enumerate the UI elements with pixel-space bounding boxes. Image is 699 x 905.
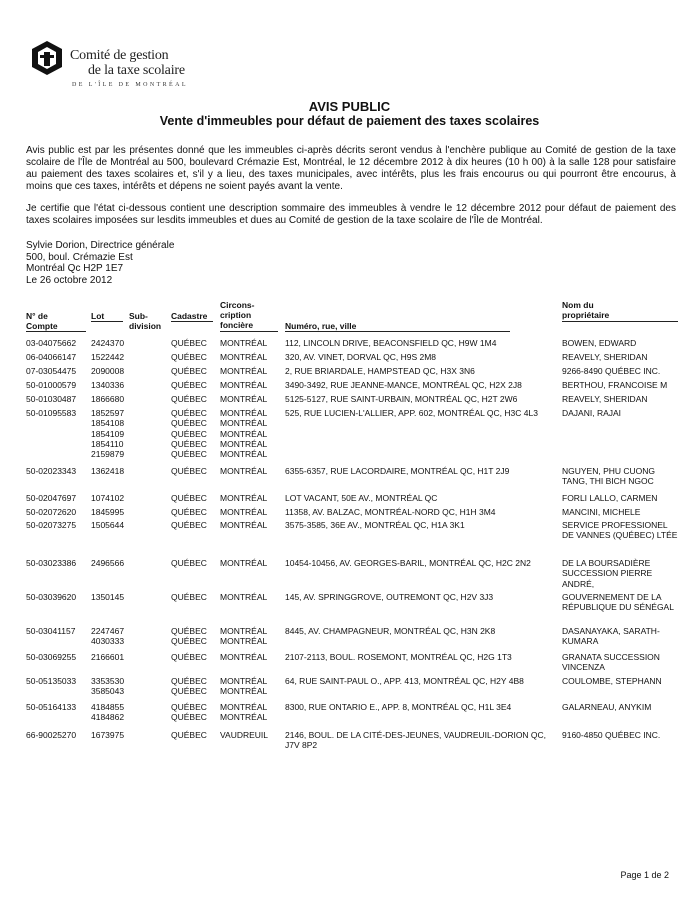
cadastre: QUÉBEC bbox=[171, 408, 207, 418]
header-cadastre: Cadastre bbox=[171, 311, 208, 321]
cadastre: QUÉBEC bbox=[171, 380, 207, 390]
account-number: 03-04075662 bbox=[26, 338, 77, 348]
account-number: 50-02072620 bbox=[26, 507, 77, 517]
lot-number: 1866680 bbox=[91, 394, 125, 404]
signatory-name: Sylvie Dorion, Directrice générale bbox=[26, 240, 175, 251]
lot-number: 1362418 bbox=[91, 466, 125, 476]
property-address: 145, AV. SPRINGGROVE, OUTREMONT QC, H2V 3J3 bbox=[285, 592, 494, 602]
lot-number: 2247467 bbox=[91, 626, 125, 636]
cadastre: QUÉBEC bbox=[171, 428, 207, 439]
org-name-line3: DE L'ÎLE DE MONTRÉAL bbox=[72, 82, 188, 88]
cadastre: QUÉBEC bbox=[171, 730, 207, 740]
lot-number: 1522442 bbox=[91, 352, 125, 362]
account-number: 50-03023386 bbox=[26, 558, 77, 568]
circonscription: MONTRÉAL bbox=[220, 466, 268, 476]
cadastre: QUÉBEC bbox=[171, 686, 207, 697]
account-number: 50-03039620 bbox=[26, 592, 77, 602]
header-subdivision: Sub- division bbox=[129, 311, 162, 331]
header-owner: Nom du propriétaire bbox=[562, 300, 610, 320]
cadastre: QUÉBEC bbox=[171, 702, 207, 712]
page-title: AVIS PUBLIC bbox=[308, 99, 391, 114]
owner-name: 9266-8490 QUÉBEC INC. bbox=[562, 366, 661, 376]
owner-name: DAJANI, RAJAI bbox=[562, 408, 622, 418]
circonscription: MONTRÉAL bbox=[220, 520, 268, 530]
account-number: 50-02047697 bbox=[26, 493, 77, 503]
owner-name: REAVELY, SHERIDAN bbox=[562, 352, 648, 362]
circonscription: MONTRÉAL bbox=[220, 380, 268, 390]
cadastre: QUÉBEC bbox=[171, 676, 207, 686]
lot-number: 3353530 bbox=[91, 676, 125, 686]
page-subtitle: Vente d'immeubles pour défaut de paiement des taxes scolaires bbox=[159, 114, 540, 128]
account-number: 50-05164133 bbox=[26, 702, 77, 712]
cadastre: QUÉBEC bbox=[171, 418, 207, 429]
circonscription: MONTRÉAL bbox=[220, 418, 268, 429]
lot-number: 2159879 bbox=[91, 449, 125, 460]
lot-number: 1074102 bbox=[91, 493, 125, 503]
owner-name: FORLI LALLO, CARMEN bbox=[562, 493, 658, 503]
property-address: 10454-10456, AV. GEORGES-BARIL, MONTRÉAL QC, H2C 2N2 bbox=[285, 558, 531, 568]
signatory-city: Montréal Qc H2P 1E7 bbox=[26, 263, 124, 274]
owner-name: GOUVERNEMENT DE LA RÉPUBLIQUE DU SÉNÉGAL bbox=[562, 592, 674, 613]
account-number: 07-03054475 bbox=[26, 366, 77, 376]
lot-number: 1673975 bbox=[91, 730, 125, 740]
property-address: 8300, RUE ONTARIO E., APP. 8, MONTRÉAL QC, H1L 3E4 bbox=[285, 702, 512, 712]
circonscription: MONTRÉAL bbox=[220, 394, 268, 404]
owner-name: REAVELY, SHERIDAN bbox=[562, 394, 648, 404]
circonscription: MONTRÉAL bbox=[220, 636, 268, 647]
signature-block bbox=[26, 240, 174, 286]
circonscription: MONTRÉAL bbox=[220, 438, 268, 449]
notice-date: Le 26 octobre 2012 bbox=[26, 274, 113, 286]
header-circonscription: Circons- cription foncière bbox=[220, 300, 255, 330]
header-lot: Lot bbox=[91, 311, 105, 321]
lot-number: 2090008 bbox=[91, 366, 125, 376]
owner-name: COULOMBE, STEPHANN bbox=[562, 676, 662, 686]
lot-number: 4184855 bbox=[91, 702, 125, 712]
property-address: 112, LINCOLN DRIVE, BEACONSFIELD QC, H9W 1M4 bbox=[285, 338, 497, 348]
lot-number: 1845995 bbox=[91, 507, 125, 517]
cadastre: QUÉBEC bbox=[171, 449, 207, 460]
lot-number: 1854109 bbox=[91, 428, 125, 439]
property-address: 2146, BOUL. DE LA CITÉ-DES-JEUNES, VAUDREUIL-DORION QC, J7V 8P2 bbox=[285, 730, 547, 751]
circonscription: MONTRÉAL bbox=[220, 449, 268, 460]
circonscription: MONTRÉAL bbox=[220, 686, 268, 697]
property-address: LOT VACANT, 50E AV., MONTRÉAL QC bbox=[285, 493, 438, 503]
circonscription: MONTRÉAL bbox=[220, 493, 268, 503]
cadastre: QUÉBEC bbox=[171, 338, 207, 348]
cadastre: QUÉBEC bbox=[171, 626, 207, 636]
cadastre: QUÉBEC bbox=[171, 438, 207, 449]
account-number: 50-05135033 bbox=[26, 676, 77, 686]
lot-number: 2424370 bbox=[91, 338, 125, 348]
circonscription: MONTRÉAL bbox=[220, 712, 268, 723]
account-number: 50-02073275 bbox=[26, 520, 77, 530]
owner-name: GRANATA SUCCESSION VINCENZA bbox=[562, 652, 660, 673]
cadastre: QUÉBEC bbox=[171, 352, 207, 362]
cadastre: QUÉBEC bbox=[171, 652, 207, 662]
property-address: 6355-6357, RUE LACORDAIRE, MONTRÉAL QC, H1T 2J9 bbox=[285, 466, 510, 476]
signatory-address: 500, boul. Crémazie Est bbox=[26, 251, 133, 263]
account-number: 06-04066147 bbox=[26, 352, 77, 362]
org-logo bbox=[30, 36, 290, 96]
cadastre: QUÉBEC bbox=[171, 592, 207, 602]
owner-name: MANCINI, MICHELE bbox=[562, 507, 641, 517]
cadastre: QUÉBEC bbox=[171, 493, 207, 503]
lot-number: 1350145 bbox=[91, 592, 125, 602]
circonscription: MONTRÉAL bbox=[220, 676, 268, 686]
school-tax-logo-icon bbox=[30, 40, 64, 76]
page-number: Page 1 de 2 bbox=[620, 870, 669, 880]
property-address: 3490-3492, RUE JEANNE-MANCE, MONTRÉAL QC, H2X 2J8 bbox=[285, 380, 522, 390]
cadastre: QUÉBEC bbox=[171, 520, 207, 530]
owner-name: BOWEN, EDWARD bbox=[562, 338, 637, 348]
header-account: N° de Compte bbox=[26, 311, 58, 331]
circonscription: MONTRÉAL bbox=[220, 652, 268, 662]
account-number: 50-01095583 bbox=[26, 408, 77, 418]
property-address: 2107-2113, BOUL. ROSEMONT, MONTRÉAL QC, H2G 1T3 bbox=[285, 652, 512, 662]
owner-name: GALARNEAU, ANYKIM bbox=[562, 702, 652, 712]
notice-paragraph: Avis public est par les présentes donné que les immeubles ci-après décrits seront vendus à l'enchère publique au Comité de gestion de la taxe scolaire de l'Île de Montréal au 500, boulevard Crémazie Est, Montréal, le 12 décembre 2012 à dix heures (10 h 00) à la salle 128 pour satisfaire au paiement des taxes scolaires et, s'il y a lieu, des taxes municipales, avec intérêts, plus les frais encourus ou qui pourront être encourus, à moins que ces taxes, intérêts et dépens ne soient payés avant la vente. bbox=[26, 145, 676, 192]
cadastre: QUÉBEC bbox=[171, 558, 207, 568]
account-number: 50-03069255 bbox=[26, 652, 77, 662]
property-address: 525, RUE LUCIEN-L'ALLIER, APP. 602, MONTRÉAL QC, H3C 4L3 bbox=[285, 408, 538, 418]
cadastre: QUÉBEC bbox=[171, 466, 207, 476]
owner-name: BERTHOU, FRANCOISE M bbox=[562, 380, 668, 390]
org-name-line2: de la taxe scolaire bbox=[88, 63, 185, 78]
lot-number: 2166601 bbox=[91, 652, 125, 662]
owner-name: DE LA BOURSADIÈRE SUCCESSION PIERRE ANDRÉ, bbox=[562, 558, 653, 589]
cadastre: QUÉBEC bbox=[171, 712, 207, 723]
org-name-line1: Comité de gestion bbox=[70, 48, 169, 63]
lot-number: 4030333 bbox=[91, 636, 125, 647]
circonscription: MONTRÉAL bbox=[220, 558, 268, 568]
cadastre: QUÉBEC bbox=[171, 394, 207, 404]
circonscription: MONTRÉAL bbox=[220, 702, 268, 712]
circonscription: MONTRÉAL bbox=[220, 366, 268, 376]
circonscription: MONTRÉAL bbox=[220, 338, 268, 348]
lot-number: 1340336 bbox=[91, 380, 125, 390]
circonscription: VAUDREUIL bbox=[220, 730, 269, 740]
property-address: 64, RUE SAINT-PAUL O., APP. 413, MONTRÉAL QC, H2Y 4B8 bbox=[285, 676, 524, 686]
property-address: 320, AV. VINET, DORVAL QC, H9S 2M8 bbox=[285, 352, 437, 362]
cadastre: QUÉBEC bbox=[171, 507, 207, 517]
lot-number: 3585043 bbox=[91, 686, 125, 697]
cadastre: QUÉBEC bbox=[171, 636, 207, 647]
lot-number: 4184862 bbox=[91, 712, 125, 723]
certification-paragraph: Je certifie que l'état ci-dessous contient une description sommaire des immeubles à vendre le 12 décembre 2012 pour défaut de paiement des taxes scolaires imposées sur lesdits immeubles et dues au Comité de gestion de la taxe scolaire de l'Île de Montréal. bbox=[26, 203, 676, 226]
account-number: 66-90025270 bbox=[26, 730, 77, 740]
account-number: 50-01000579 bbox=[26, 380, 77, 390]
owner-name: NGUYEN, PHU CUONG TANG, THI BICH NGOC bbox=[562, 466, 656, 487]
property-address: 8445, AV. CHAMPAGNEUR, MONTRÉAL QC, H3N 2K8 bbox=[285, 626, 496, 636]
owner-name: SERVICE PROFESSIONEL DE VANNES (QUÉBEC) LTÉE bbox=[562, 520, 678, 541]
account-number: 50-02023343 bbox=[26, 466, 77, 476]
circonscription: MONTRÉAL bbox=[220, 352, 268, 362]
cadastre: QUÉBEC bbox=[171, 366, 207, 376]
property-address: 3575-3585, 36E AV., MONTRÉAL QC, H1A 3K1 bbox=[285, 520, 465, 530]
property-address: 5125-5127, RUE SAINT-URBAIN, MONTRÉAL QC, H2T 2W6 bbox=[285, 394, 518, 404]
lot-number: 1505644 bbox=[91, 520, 125, 530]
owner-name: 9160-4850 QUÉBEC INC. bbox=[562, 730, 661, 740]
header-address: Numéro, rue, ville bbox=[285, 321, 357, 331]
property-address: 2, RUE BRIARDALE, HAMPSTEAD QC, H3X 3N6 bbox=[285, 366, 475, 376]
lot-number: 2496566 bbox=[91, 558, 125, 568]
lot-number: 1854108 bbox=[91, 418, 125, 429]
lot-number: 1852597 bbox=[91, 408, 125, 418]
circonscription: MONTRÉAL bbox=[220, 507, 268, 517]
property-address: 11358, AV. BALZAC, MONTRÉAL-NORD QC, H1H 3M4 bbox=[285, 507, 496, 517]
circonscription: MONTRÉAL bbox=[220, 592, 268, 602]
account-number: 50-01030487 bbox=[26, 394, 77, 404]
owner-name: DASANAYAKA, SARATH-KUMARA bbox=[562, 626, 660, 647]
circonscription: MONTRÉAL bbox=[220, 626, 268, 636]
circonscription: MONTRÉAL bbox=[220, 428, 268, 439]
lot-number: 1854110 bbox=[91, 438, 124, 449]
account-number: 50-03041157 bbox=[26, 626, 76, 636]
circonscription: MONTRÉAL bbox=[220, 408, 268, 418]
